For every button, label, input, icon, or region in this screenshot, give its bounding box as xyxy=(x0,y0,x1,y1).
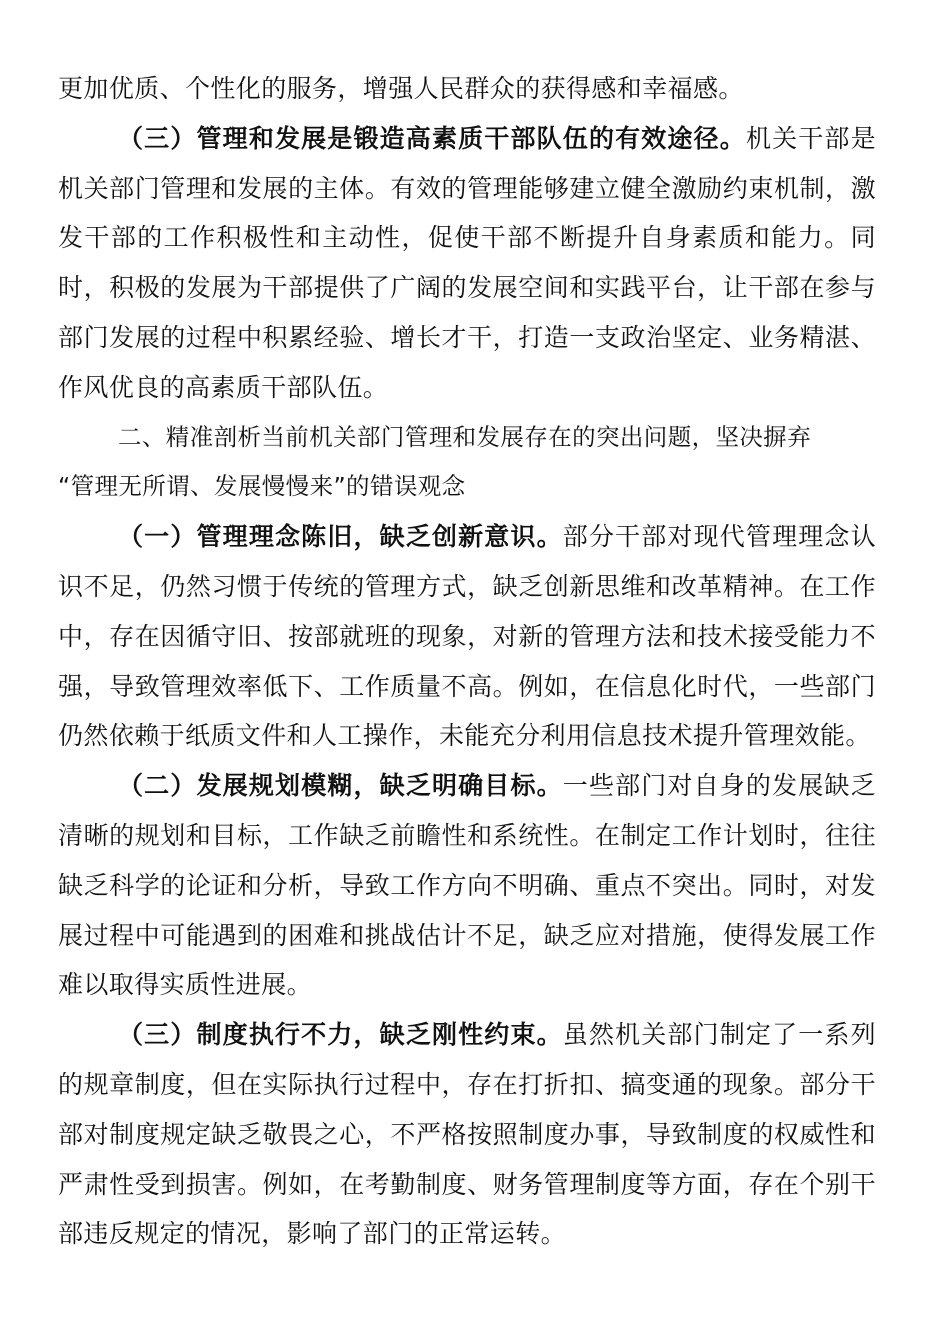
document-page xyxy=(58,64,876,1259)
paragraph-lead-bold: （二）发展规划模糊，缺乏明确目标。 xyxy=(118,771,563,801)
paragraph-development-planning xyxy=(58,761,876,1010)
paragraph-lead-bold: （一）管理理念陈旧，缺乏创新意识。 xyxy=(118,522,563,552)
paragraph-lead-bold: （三）制度执行不力，缺乏刚性约束。 xyxy=(118,1020,563,1050)
section-heading-line-1: 二、精准剖析当前机关部门管理和发展存在的突出问题，坚决摒弃 xyxy=(118,422,812,451)
section-heading xyxy=(58,413,876,513)
paragraph-continuation xyxy=(58,64,876,114)
paragraph-text: 部分干部对现代管理理念认识不足，仍然习惯于传统的管理方式，缺乏创新思维和改革精神。在工作中，存在因循守旧、按部就班的现象，对新的管理方法和技术接受能力不强，导致管理效率低下、工作质量不高。例如，在信息化时代，一些部门仍然依赖于纸质文件和人工操作，未能充分利用信息技术提升管理效能。 xyxy=(58,522,876,751)
paragraph-text: 一些部门对自身的发展缺乏清晰的规划和目标，工作缺乏前瞻性和系统性。在制定工作计划时，往往缺乏科学的论证和分析，导致工作方向不明确、重点不突出。同时，对发展过程中可能遇到的困难和挑战估计不足，缺乏应对措施，使得发展工作难以取得实质性进展。 xyxy=(58,771,876,1000)
paragraph-system-execution xyxy=(58,1010,876,1259)
paragraph-lead-bold: （三）管理和发展是锻造高素质干部队伍的有效途径。 xyxy=(118,123,746,153)
paragraph-cadre-team xyxy=(58,114,876,413)
paragraph-text: 机关干部是机关部门管理和发展的主体。有效的管理能够建立健全激励约束机制，激发干部的工作积极性和主动性，促使干部不断提升自身素质和能力。同时，积极的发展为干部提供了广阔的发展空间和实践平台，让干部在参与部门发展的过程中积累经验、增长才干，打造一支政治坚定、业务精湛、作风优良的高素质干部队伍。 xyxy=(58,123,876,402)
paragraph-management-concept xyxy=(58,512,876,761)
section-heading-line-2: “管理无所谓、发展慢慢来”的错误观念 xyxy=(58,472,466,501)
paragraph-text: 虽然机关部门制定了一系列的规章制度，但在实际执行过程中，存在打折扣、搞变通的现象。部分干部对制度规定缺乏敬畏之心，不严格按照制度办事，导致制度的权威性和严肃性受到损害。例如，在考勤制度、财务管理制度等方面，存在个别干部违反规定的情况，影响了部门的正常运转。 xyxy=(58,1020,876,1249)
paragraph-text: 更加优质、个性化的服务，增强人民群众的获得感和幸福感。 xyxy=(58,74,744,103)
